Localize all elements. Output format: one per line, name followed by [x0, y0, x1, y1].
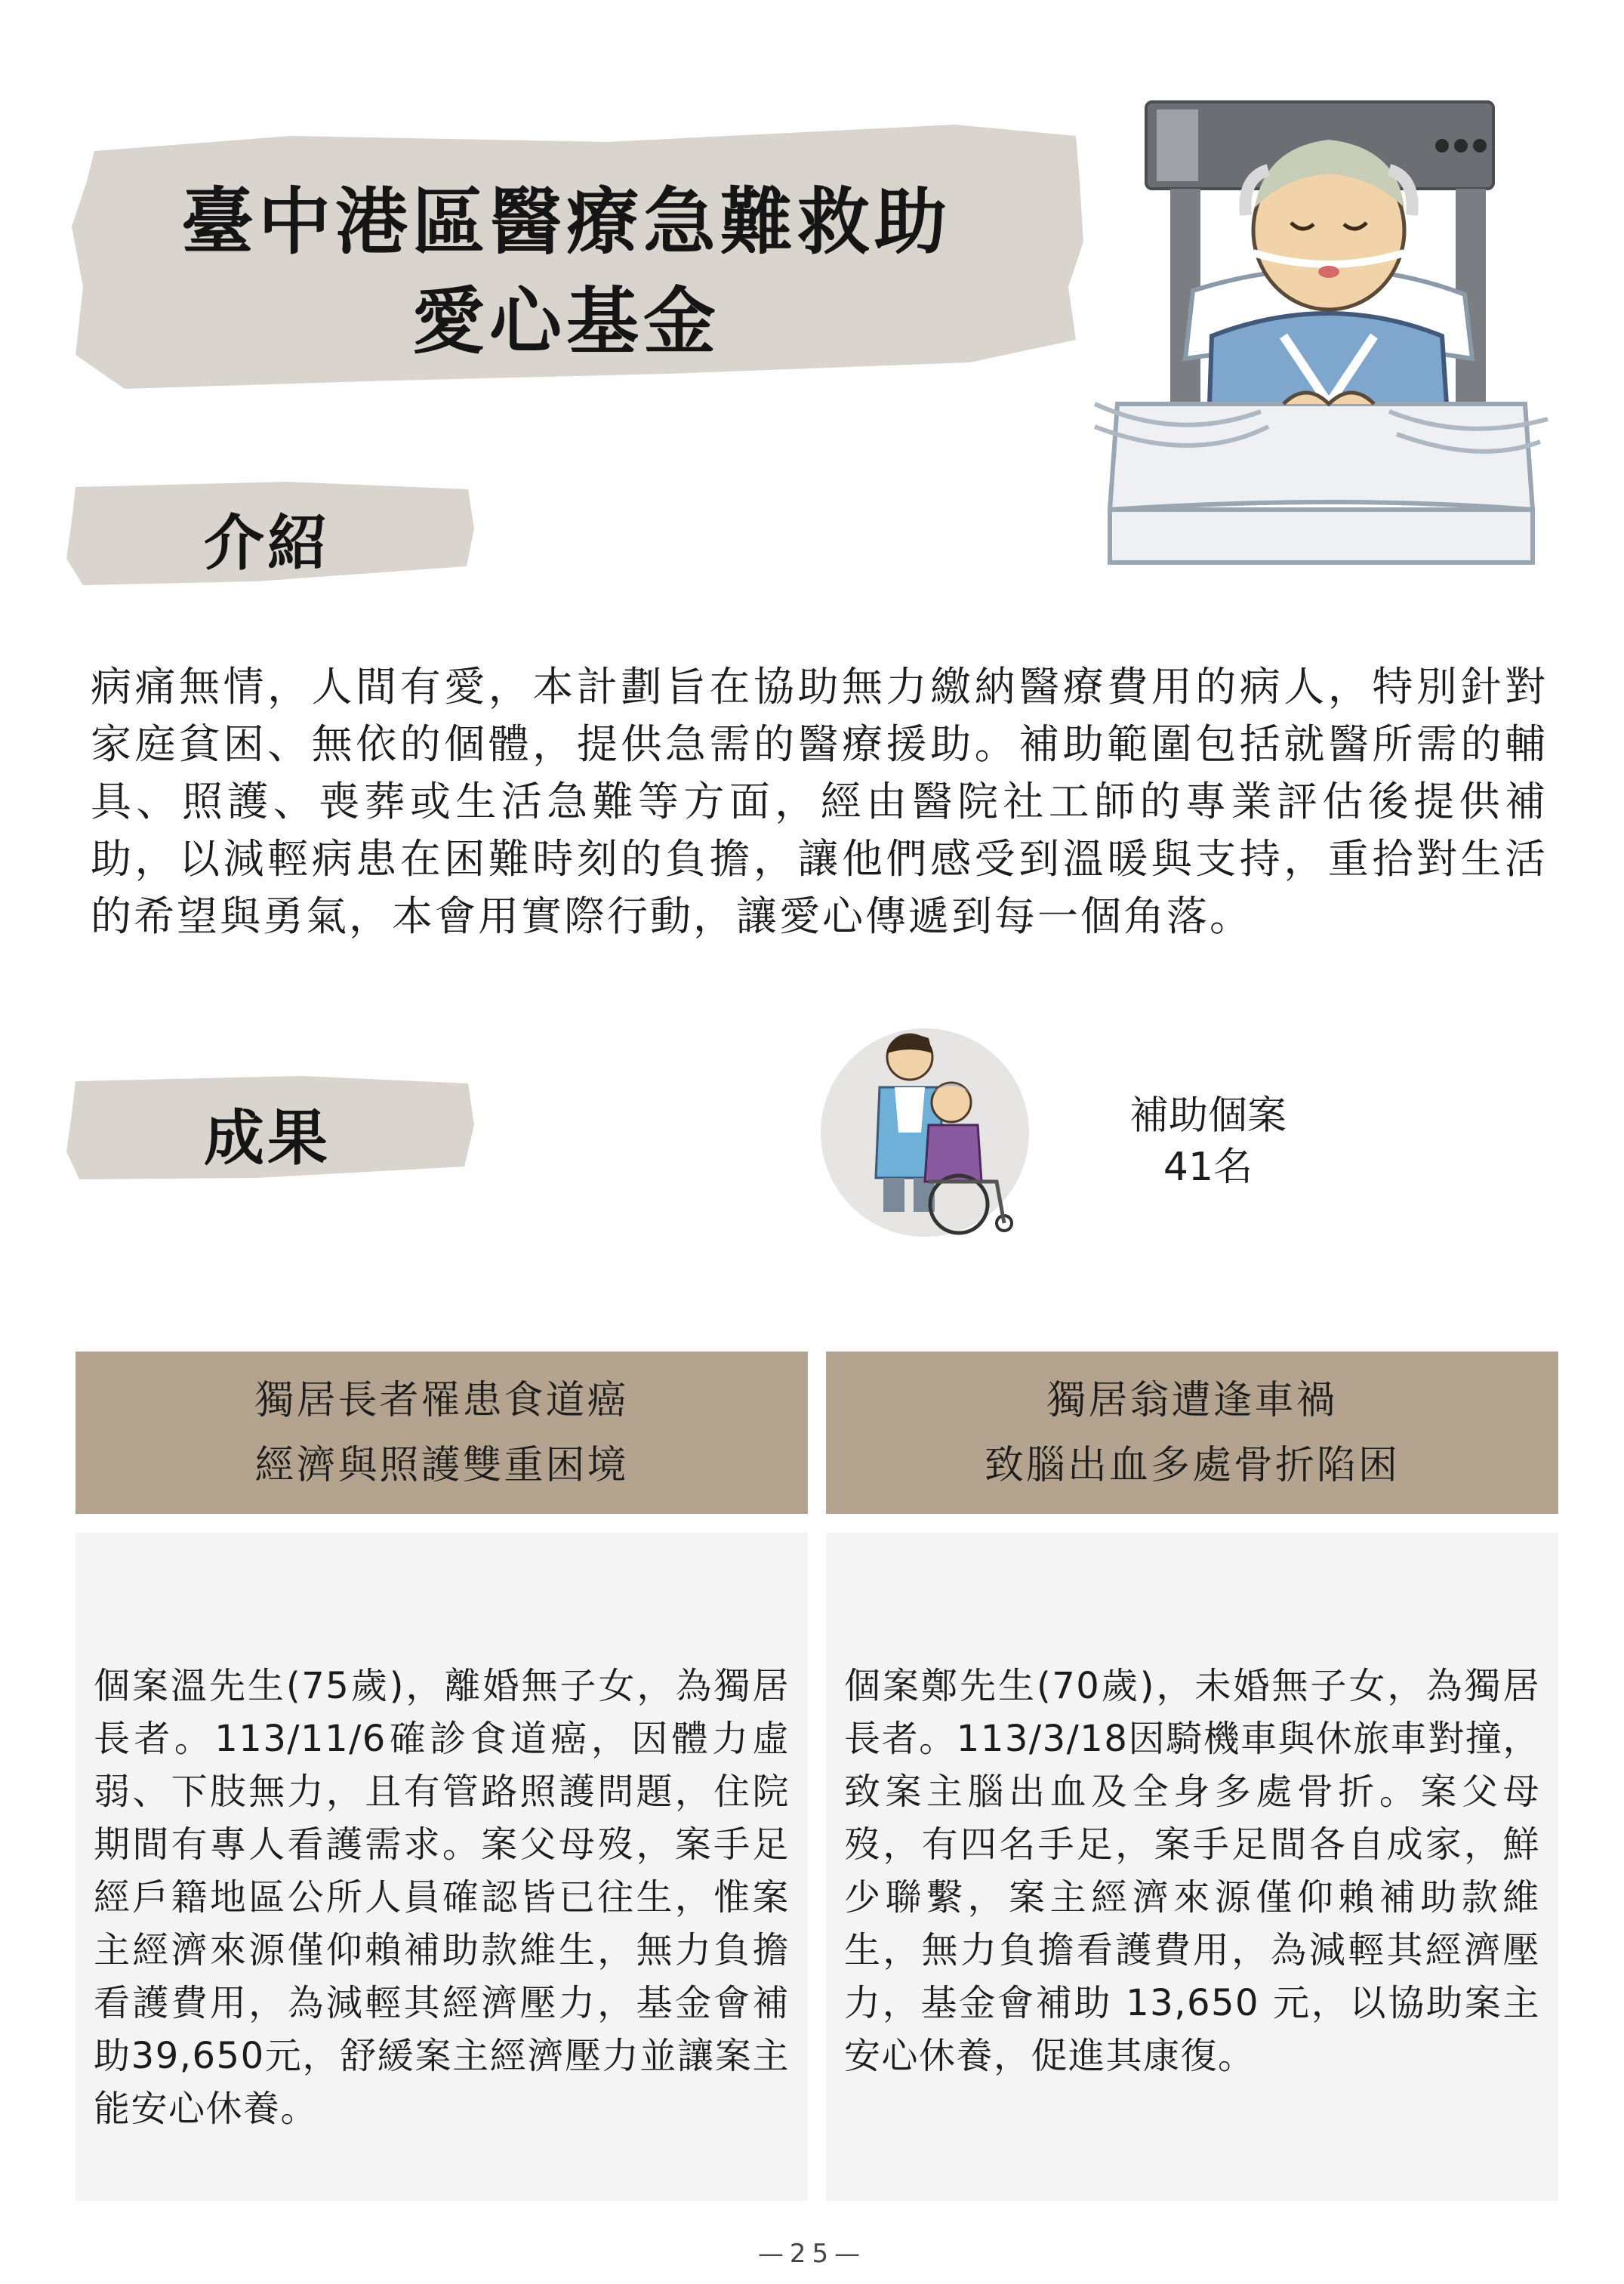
hospital-patient-illustration [1087, 87, 1555, 570]
case-2-text: 個案鄭先生(70歲)，未婚無子女，為獨居長者。113/3/18因騎機車與休旅車對撞，致案主腦出血及全身多處骨折。案父母歿，有四名手足，案手足間各自成家，鮮少聯繫，案主經濟來源僅仰賴補助款維生，無力負擔看護費用，為減輕其經濟壓力，基金會補助 13,650 元，以協助案主安心休養，促進其康復。 [844, 1665, 1540, 2077]
intro-paragraph: 病痛無情，人間有愛，本計劃旨在協助無力繳納醫療費用的病人，特別針對家庭貧困、無依的個體，提供急需的醫療援助。補助範圍包括就醫所需的輔具、照護、喪葬或生活急難等方面，經由醫院社工師的專業評估後提供補助，以減輕病患在困難時刻的負擔，讓他們感受到溫暖與支持，重拾對生活的希望與勇氣，本會用實際行動，讓愛心傳遞到每一個角落。 [91, 663, 1548, 940]
case-1-header [75, 1352, 808, 1514]
intro-heading: 介紹 [204, 508, 331, 578]
title-line-2: 愛心基金 [412, 279, 720, 364]
page-number: —25— [757, 2239, 867, 2269]
wheelchair-caregiver-icon [815, 1019, 1034, 1246]
case-2-body [826, 1533, 1558, 2201]
case-2-title-line-2: 致腦出血多處骨折陷困 [984, 1442, 1400, 1488]
case-2-title-line-1: 獨居翁遭逢車禍 [1046, 1377, 1338, 1423]
case-1-title-line-2: 經濟與照護雙重困境 [254, 1442, 629, 1488]
assisted-cases-count: 41名 [1163, 1145, 1253, 1190]
case-1-title-line-1: 獨居長者罹患食道癌 [254, 1377, 629, 1423]
case-2-header [826, 1352, 1558, 1514]
case-1-text: 個案溫先生(75歲)，離婚無子女，為獨居長者。113/11/6確診食道癌，因體力虛弱、下肢無力，且有管路照護問題，住院期間有專人看護需求。案父母歿，案手足經戶籍地區公所人員確認皆已往生，惟案主經濟來源僅仰賴補助款維生，無力負擔看護費用，為減輕其經濟壓力，基金會補助39,650元，舒緩案主經濟壓力並讓案主能安心休養。 [94, 1665, 790, 2130]
results-heading: 成果 [204, 1103, 331, 1173]
case-1-body [75, 1533, 808, 2201]
title-block [68, 151, 1065, 393]
title-line-1: 臺中港區醫療急難救助 [181, 180, 951, 264]
assisted-cases-label: 補助個案 [1129, 1093, 1287, 1139]
